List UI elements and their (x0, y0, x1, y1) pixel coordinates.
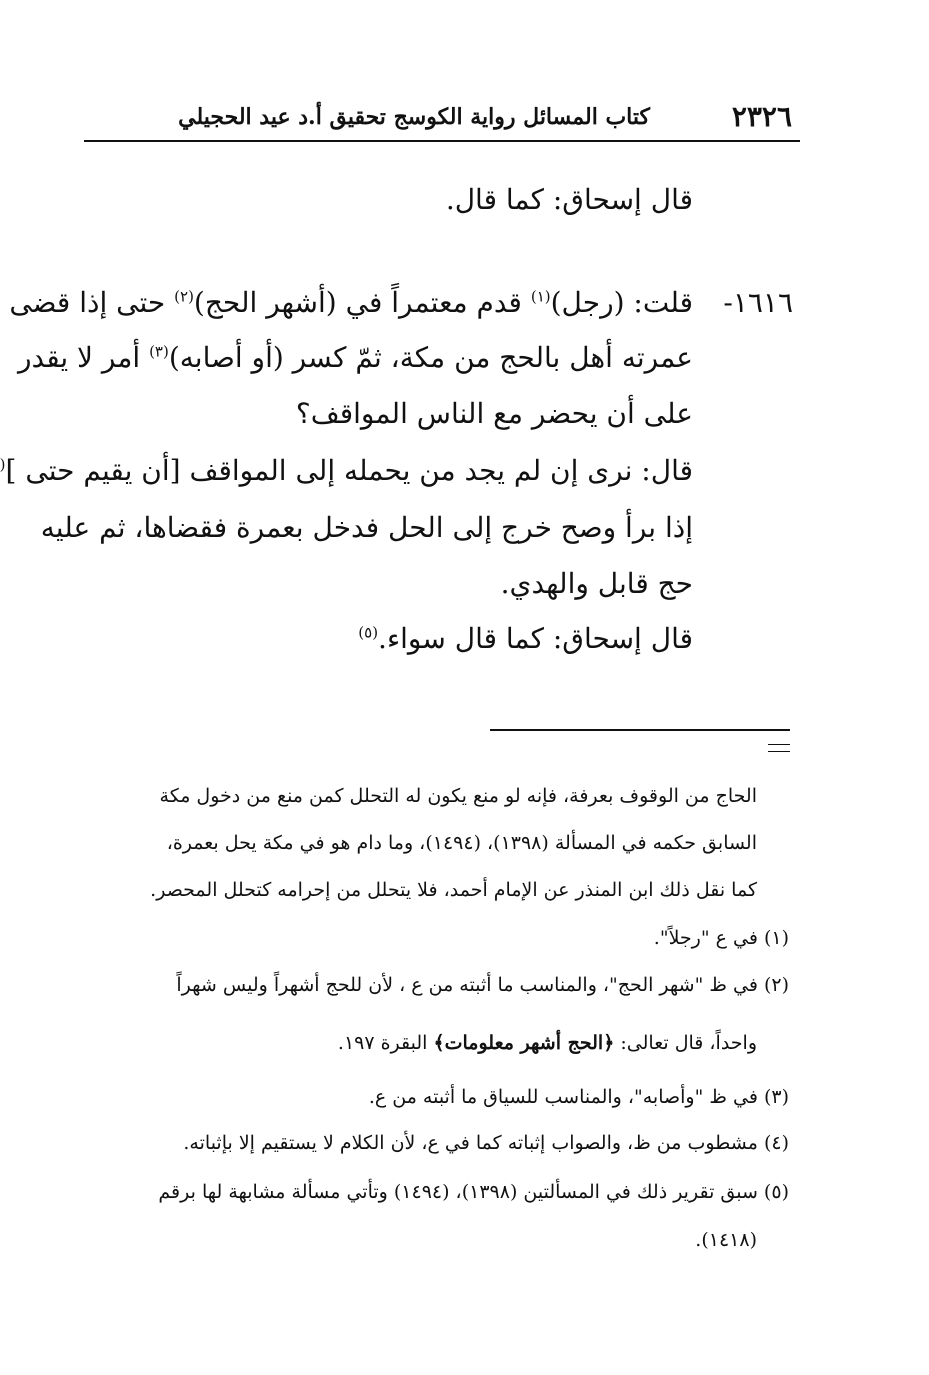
footnote-ref-3: (٣) (149, 342, 169, 361)
footnote-continuation-2: السابق حكمه في المسألة (١٣٩٨)، (١٤٩٤)، وما دام هو في مكة يحل بعمرة، (166, 832, 757, 854)
answer-line-1 (0, 451, 693, 491)
question-line-2 (18, 338, 693, 378)
continuation-mark (768, 744, 790, 752)
footnote-4: (٤) مشطوب من ظ، والصواب إثباته كما في ع، لأن الكلام لا يستقيم إلا بإثباته. (183, 1132, 789, 1154)
intro-line: قال إسحاق: كما قال. (445, 183, 693, 216)
footnote-2-tail: البقرة ١٩٧. (337, 1032, 434, 1054)
footnote-ref-5: (٥) (358, 623, 379, 642)
footnote-ref-4: ( (0, 455, 6, 474)
q2-part-a: عمرته أهل بالحج من مكة، ثمّ كسر (أو أصابه) (168, 341, 693, 374)
q1-part-a: قلت: (رجل) (550, 286, 693, 319)
footnote-2-lead: واحداً، قال تعالى: (614, 1032, 757, 1054)
footnote-ref-1: (١) (530, 287, 551, 306)
footnote-separator (490, 729, 790, 731)
page-number: ٢٣٢٦ (731, 100, 792, 133)
footnote-continuation-3: كما نقل ذلك ابن المنذر عن الإمام أحمد، فلا يتحلل من إحرامه كتحلل المحصر. (150, 879, 757, 901)
ishaq-text: قال إسحاق: كما قال سواء. (378, 622, 693, 655)
question-number: ١٦١٦- (723, 286, 793, 319)
question-line-3: على أن يحضر مع الناس المواقف؟ (295, 397, 693, 430)
q2-part-b: أمر لا يقدر (17, 341, 150, 374)
footnote-continuation-1: الحاج من الوقوف بعرفة، فإنه لو منع يكون له التحلل كمن منع من دخول مكة (159, 785, 757, 807)
question-line-1 (9, 283, 693, 323)
a1-part-a: قال: نرى إن لم يجد من يحمله إلى المواقف [أن يقيم حتى ] (5, 454, 693, 487)
footnote-ref-2: (٢) (174, 287, 194, 306)
q1-part-b: قدم معتمراً في (أشهر الحج) (193, 286, 531, 319)
footnote-5-line-2: (١٤١٨). (695, 1229, 757, 1251)
footnote-1: (١) في ع "رجلاً". (653, 927, 789, 949)
footnote-3: (٣) في ظ "وأصابه"، والمناسب للسياق ما أثبته من ع. (368, 1086, 789, 1108)
footnote-2-line-1: (٢) في ظ "شهر الحج"، والمناسب ما أثبته من ع ، لأن للحج أشهراً وليس شهراً (176, 974, 789, 996)
answer-line-2: إذا برأ وصح خرج إلى الحل فدخل بعمرة فقضاها، ثم عليه (40, 511, 693, 544)
q1-part-c: حتى إذا قضى (9, 286, 175, 319)
ishaq-line (358, 619, 693, 659)
quran-quote: ﴿الحج أشهر معلومات﴾ (433, 1032, 615, 1054)
answer-line-3: حج قابل والهدي. (500, 567, 693, 600)
footnote-2-line-2 (338, 1027, 757, 1059)
running-title: كتاب المسائل رواية الكوسج تحقيق أ.د عيد الحجيلي (178, 104, 650, 130)
footnote-5-line-1: (٥) سبق تقرير ذلك في المسألتين (١٣٩٨)، (١٤٩٤) وتأتي مسألة مشابهة لها برقم (158, 1181, 789, 1203)
page-header (84, 96, 800, 142)
